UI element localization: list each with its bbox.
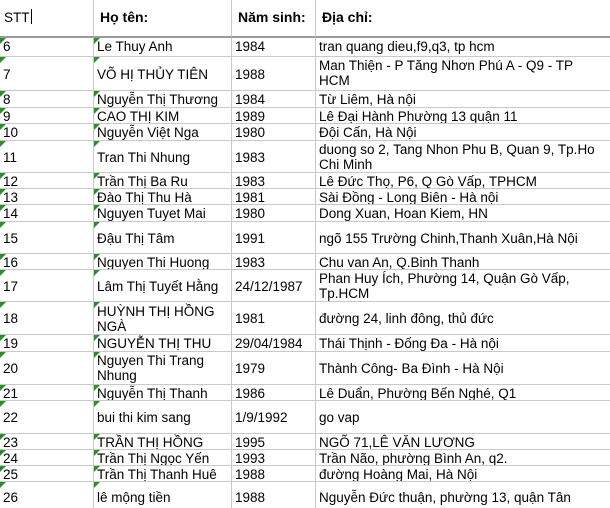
cell-address-value: Sài Đồng - Long Biên - Hà nội: [319, 190, 499, 205]
cell-name[interactable]: [94, 385, 232, 401]
cell-stt[interactable]: [0, 189, 94, 205]
cell-birth-value: 1979: [235, 361, 266, 376]
cell-birth[interactable]: [232, 385, 316, 401]
header-stt-label: STT: [4, 10, 30, 25]
cell-address-value: đường Hoàng Mai, Hà Nội: [319, 467, 478, 482]
cell-stt[interactable]: [0, 108, 94, 124]
cell-birth-value: 1983: [235, 149, 266, 165]
cell-birth-value: 24/12/1987: [235, 278, 303, 294]
cell-name[interactable]: [94, 450, 232, 466]
cell-name-value: Trần Thị Ngọc Yến: [97, 451, 210, 466]
header-cell-stt[interactable]: [0, 0, 94, 38]
cell-name-value: lê mộng tiền: [97, 489, 171, 505]
cell-birth[interactable]: [232, 38, 316, 57]
error-marker-icon: [0, 189, 6, 195]
cell-birth-value: 1988: [235, 66, 266, 82]
cell-name[interactable]: [94, 108, 232, 124]
table-row: [0, 434, 610, 450]
cell-birth-value: 1988: [235, 489, 266, 505]
cell-stt-value: 23: [3, 435, 19, 450]
cell-birth-value: 1984: [235, 92, 266, 107]
cell-address[interactable]: [316, 466, 610, 482]
cell-name-value: Lâm Thị Tuyết Hằng: [97, 278, 219, 294]
cell-name[interactable]: [94, 302, 232, 335]
error-marker-icon: [0, 401, 6, 407]
table-row: [0, 335, 610, 352]
cell-address[interactable]: [316, 352, 610, 385]
error-marker-icon: [0, 124, 6, 130]
error-marker-icon: [94, 57, 100, 63]
cell-birth[interactable]: [232, 335, 316, 352]
cell-address-value: Đội Cấn, Hà Nội: [319, 125, 417, 140]
cell-birth[interactable]: [232, 482, 316, 508]
error-marker-icon: [0, 352, 6, 358]
cell-address-value: go vap: [319, 410, 360, 425]
cell-name-value: Nguyễn Việt Nga: [97, 125, 199, 140]
table-row: [0, 450, 610, 466]
cell-birth-value: 1991: [235, 230, 266, 246]
cell-birth[interactable]: [232, 302, 316, 335]
error-marker-icon: [0, 91, 6, 97]
cell-birth-value: 1989: [235, 109, 266, 124]
table-row: [0, 189, 610, 205]
error-marker-icon: [0, 205, 6, 211]
cell-stt-value: 24: [3, 451, 19, 466]
cell-stt-value: 17: [3, 278, 19, 294]
cell-stt[interactable]: [0, 450, 94, 466]
cell-name[interactable]: [94, 434, 232, 450]
cell-birth-value: 1988: [235, 467, 266, 482]
cell-birth[interactable]: [232, 270, 316, 302]
cell-stt-value: 19: [3, 336, 19, 351]
table-row: [0, 108, 610, 124]
cell-address[interactable]: [316, 335, 610, 352]
error-marker-icon: [94, 482, 100, 488]
cell-birth-value: 1995: [235, 435, 266, 450]
cell-birth-value: 1983: [235, 255, 266, 270]
error-marker-icon: [94, 189, 100, 195]
error-marker-icon: [94, 466, 100, 472]
table-row: [0, 254, 610, 270]
cell-stt[interactable]: [0, 434, 94, 450]
cell-birth[interactable]: [232, 222, 316, 254]
cell-address[interactable]: [316, 57, 610, 91]
cell-birth-value: 1981: [235, 190, 266, 205]
cell-name[interactable]: [94, 57, 232, 91]
cell-birth[interactable]: [232, 205, 316, 222]
cell-address[interactable]: [316, 482, 610, 508]
cell-birth[interactable]: [232, 124, 316, 141]
cell-stt-value: 26: [3, 489, 19, 505]
cell-name-value: Nguyen Thi Trang Nhung: [97, 353, 205, 383]
cell-name[interactable]: [94, 466, 232, 482]
cell-stt-value: 11: [3, 149, 18, 165]
cell-stt-value: 20: [3, 361, 19, 376]
cell-address-value: NGÕ 71,LÊ VĂN LƯƠNG: [319, 435, 475, 450]
error-marker-icon: [94, 352, 100, 358]
error-marker-icon: [0, 270, 6, 276]
cell-stt[interactable]: [0, 385, 94, 401]
cell-address[interactable]: [316, 254, 610, 270]
error-marker-icon: [0, 254, 6, 260]
table-row: [0, 124, 610, 141]
cell-stt-value: 8: [3, 92, 11, 107]
header-cell-birth[interactable]: [232, 0, 316, 38]
cell-birth[interactable]: [232, 108, 316, 124]
cell-address-value: ngõ 155 Trường Chinh,Thanh Xuân,Hà Nội: [319, 230, 578, 246]
cell-name-value: CAO THỊ KIM: [97, 109, 180, 124]
cell-stt[interactable]: [0, 141, 94, 173]
cell-birth[interactable]: [232, 450, 316, 466]
cell-birth[interactable]: [232, 141, 316, 173]
error-marker-icon: [94, 335, 100, 341]
table-row: [0, 466, 610, 482]
cell-name-value: TRẦN THỊ HỒNG: [97, 435, 204, 450]
cell-name-value: HUỲNH THỊ HỒNG NGÀ: [97, 303, 215, 334]
error-marker-icon: [0, 173, 6, 179]
cell-address-value: Chu van An, Q.Binh Thanh: [319, 255, 480, 270]
cell-birth-value: 29/04/1984: [235, 336, 303, 351]
cell-name[interactable]: [94, 38, 232, 57]
cell-address-value: Nguyễn Đức thuận, phường 13, quận Tân: [319, 489, 571, 505]
error-marker-icon: [94, 124, 100, 130]
table-row: [0, 173, 610, 189]
cell-address-value: Phan Huy Ích, Phường 14, Quận Gò Vấp, Tp.HCM: [319, 271, 570, 301]
cell-stt[interactable]: [0, 302, 94, 335]
cell-name-value: Đào Thị Thu Hà: [97, 190, 192, 205]
cell-stt[interactable]: [0, 482, 94, 508]
table-row: [0, 222, 610, 254]
table-row: [0, 385, 610, 401]
cell-stt[interactable]: [0, 38, 94, 57]
cell-birth[interactable]: [232, 466, 316, 482]
cell-address[interactable]: [316, 124, 610, 141]
header-cell-address[interactable]: [316, 0, 610, 38]
cell-name[interactable]: [94, 222, 232, 254]
cell-birth[interactable]: [232, 189, 316, 205]
cell-name[interactable]: [94, 189, 232, 205]
cell-name-value: Trần Thị Thanh Huê: [97, 467, 217, 482]
cell-address-value: Lê Duẩn, Phường Bến Nghé, Q1: [319, 386, 517, 401]
cell-name-value: Nguyễn Thị Thương: [97, 92, 218, 107]
cell-stt[interactable]: [0, 205, 94, 222]
error-marker-icon: [94, 141, 100, 147]
cell-name[interactable]: [94, 352, 232, 385]
error-marker-icon: [94, 434, 100, 440]
header-name-label: Họ tên:: [100, 9, 149, 25]
cell-address[interactable]: [316, 141, 610, 173]
cell-stt[interactable]: [0, 91, 94, 108]
cell-birth-value: 1984: [235, 39, 266, 54]
cell-stt-value: 21: [3, 386, 19, 401]
error-marker-icon: [94, 450, 100, 456]
cell-birth-value: 1981: [235, 311, 266, 326]
table-row: [0, 482, 610, 508]
error-marker-icon: [94, 173, 100, 179]
cell-address[interactable]: [316, 450, 610, 466]
cell-address[interactable]: [316, 302, 610, 335]
cell-address[interactable]: [316, 434, 610, 450]
header-address-label: Địa chỉ:: [322, 9, 373, 25]
error-marker-icon: [0, 38, 6, 44]
cell-name-value: Tran Thi Nhung: [97, 149, 191, 165]
error-marker-icon: [94, 385, 100, 391]
cell-birth-value: 1993: [235, 451, 266, 466]
table-row: [0, 270, 610, 302]
cell-address[interactable]: [316, 385, 610, 401]
error-marker-icon: [0, 222, 6, 228]
text-cursor: [31, 9, 32, 24]
cell-stt-value: 22: [3, 410, 19, 425]
error-marker-icon: [0, 335, 6, 341]
cell-address[interactable]: [316, 189, 610, 205]
cell-name[interactable]: [94, 335, 232, 352]
cell-stt-value: 6: [3, 39, 11, 54]
cell-name[interactable]: [94, 254, 232, 270]
cell-address[interactable]: [316, 270, 610, 302]
error-marker-icon: [94, 205, 100, 211]
cell-birth-value: 1980: [235, 206, 266, 221]
cell-address[interactable]: [316, 108, 610, 124]
cell-stt-value: 12: [3, 174, 19, 189]
table-row: [0, 205, 610, 222]
cell-stt[interactable]: [0, 335, 94, 352]
cell-address-value: Thái Thịnh - Đống Đa - Hà nội: [319, 336, 499, 351]
cell-name[interactable]: [94, 173, 232, 189]
cell-address[interactable]: [316, 222, 610, 254]
error-marker-icon: [94, 108, 100, 114]
cell-name-value: Nguyễn Thị Thanh: [97, 386, 208, 401]
cell-name-value: Nguyen Tuyet Mai: [97, 206, 206, 221]
cell-stt-value: 15: [3, 230, 19, 246]
cell-birth[interactable]: [232, 91, 316, 108]
cell-address-value: duong so 2, Tang Nhon Phu B, Quan 9, Tp.Ho Chi Minh: [319, 142, 595, 172]
cell-stt-value: 14: [3, 206, 19, 221]
cell-name-value: bui thi kim sang: [97, 410, 191, 425]
cell-address-value: Man Thiện - P Tăng Nhơn Phú A - Q9 - TP HCM: [319, 58, 573, 88]
cell-address-value: Lê Đại Hành Phường 13 quận 11: [319, 109, 518, 124]
cell-name-value: Le Thuy Anh: [97, 39, 173, 54]
cell-address[interactable]: [316, 173, 610, 189]
cell-stt-value: 25: [3, 467, 19, 482]
cell-name-value: Đậu Thị Tâm: [97, 230, 175, 246]
table-row: [0, 38, 610, 57]
cell-name[interactable]: [94, 205, 232, 222]
cell-birth[interactable]: [232, 434, 316, 450]
cell-stt[interactable]: [0, 222, 94, 254]
cell-address-value: Trần Não, phường Bình An, q2.: [319, 451, 508, 466]
cell-name[interactable]: [94, 91, 232, 108]
cell-name-value: NGUYỄN THỊ THU: [97, 336, 212, 351]
error-marker-icon: [0, 385, 6, 391]
cell-birth[interactable]: [232, 57, 316, 91]
cell-stt[interactable]: [0, 270, 94, 302]
cell-stt[interactable]: [0, 352, 94, 385]
cell-name[interactable]: [94, 124, 232, 141]
error-marker-icon: [94, 91, 100, 97]
cell-birth[interactable]: [232, 254, 316, 270]
cell-birth[interactable]: [232, 352, 316, 385]
error-marker-icon: [0, 434, 6, 440]
error-marker-icon: [94, 38, 100, 44]
cell-birth-value: 1980: [235, 125, 266, 140]
table-row: [0, 141, 610, 173]
cell-address-value: Từ Liêm, Hà nội: [319, 92, 416, 107]
error-marker-icon: [0, 141, 6, 147]
cell-birth-value: 1983: [235, 174, 266, 189]
error-marker-icon: [0, 108, 6, 114]
table-row: [0, 302, 610, 335]
header-cell-name[interactable]: [94, 0, 232, 38]
table-row: [0, 57, 610, 91]
cell-address-value: đường 24, linh đông, thủ đức: [319, 311, 494, 326]
cell-birth-value: 1/9/1992: [235, 410, 288, 425]
cell-name-value: Trần Thị Ba Ru: [97, 174, 188, 189]
cell-address-value: tran quang dieu,f9,q3, tp hcm: [319, 39, 495, 54]
error-marker-icon: [0, 57, 6, 63]
cell-stt[interactable]: [0, 401, 94, 434]
cell-name[interactable]: [94, 401, 232, 434]
table-row: [0, 91, 610, 108]
error-marker-icon: [0, 302, 6, 308]
cell-address-value: Lê Đức Thọ, P6, Q Gò Vấp, TPHCM: [319, 174, 537, 189]
cell-address-value: Dong Xuan, Hoan Kiem, HN: [319, 206, 488, 221]
header-birth-label: Năm sinh:: [238, 9, 306, 25]
error-marker-icon: [94, 302, 100, 308]
cell-stt[interactable]: [0, 124, 94, 141]
cell-address-value: Thành Công- Ba Đình - Hà Nội: [319, 361, 504, 376]
error-marker-icon: [0, 450, 6, 456]
error-marker-icon: [0, 482, 6, 488]
cell-birth-value: 1986: [235, 386, 266, 401]
cell-name[interactable]: [94, 270, 232, 302]
error-marker-icon: [0, 466, 6, 472]
cell-stt[interactable]: [0, 57, 94, 91]
cell-stt[interactable]: [0, 466, 94, 482]
cell-stt-value: 18: [3, 311, 19, 326]
cell-name[interactable]: [94, 141, 232, 173]
cell-stt-value: 9: [3, 109, 11, 124]
header-row: [0, 0, 610, 38]
cell-stt-value: 16: [3, 255, 19, 270]
cell-name[interactable]: [94, 482, 232, 508]
cell-address[interactable]: [316, 401, 610, 434]
cell-stt-value: 10: [3, 125, 19, 140]
error-marker-icon: [94, 254, 100, 260]
error-marker-icon: [94, 401, 100, 407]
cell-address[interactable]: [316, 91, 610, 108]
cell-birth[interactable]: [232, 173, 316, 189]
error-marker-icon: [94, 270, 100, 276]
cell-stt[interactable]: [0, 173, 94, 189]
cell-birth[interactable]: [232, 401, 316, 434]
cell-name-value: VÕ HỊ THỦY TIÊN: [97, 66, 209, 82]
cell-stt-value: 13: [3, 190, 19, 205]
cell-name-value: Nguyen Thi Huong: [97, 255, 210, 270]
error-marker-icon: [94, 222, 100, 228]
cell-stt[interactable]: [0, 254, 94, 270]
cell-address[interactable]: [316, 38, 610, 57]
table-row: [0, 352, 610, 385]
cell-stt-value: 7: [3, 66, 11, 82]
table-row: [0, 401, 610, 434]
cell-address[interactable]: [316, 205, 610, 222]
